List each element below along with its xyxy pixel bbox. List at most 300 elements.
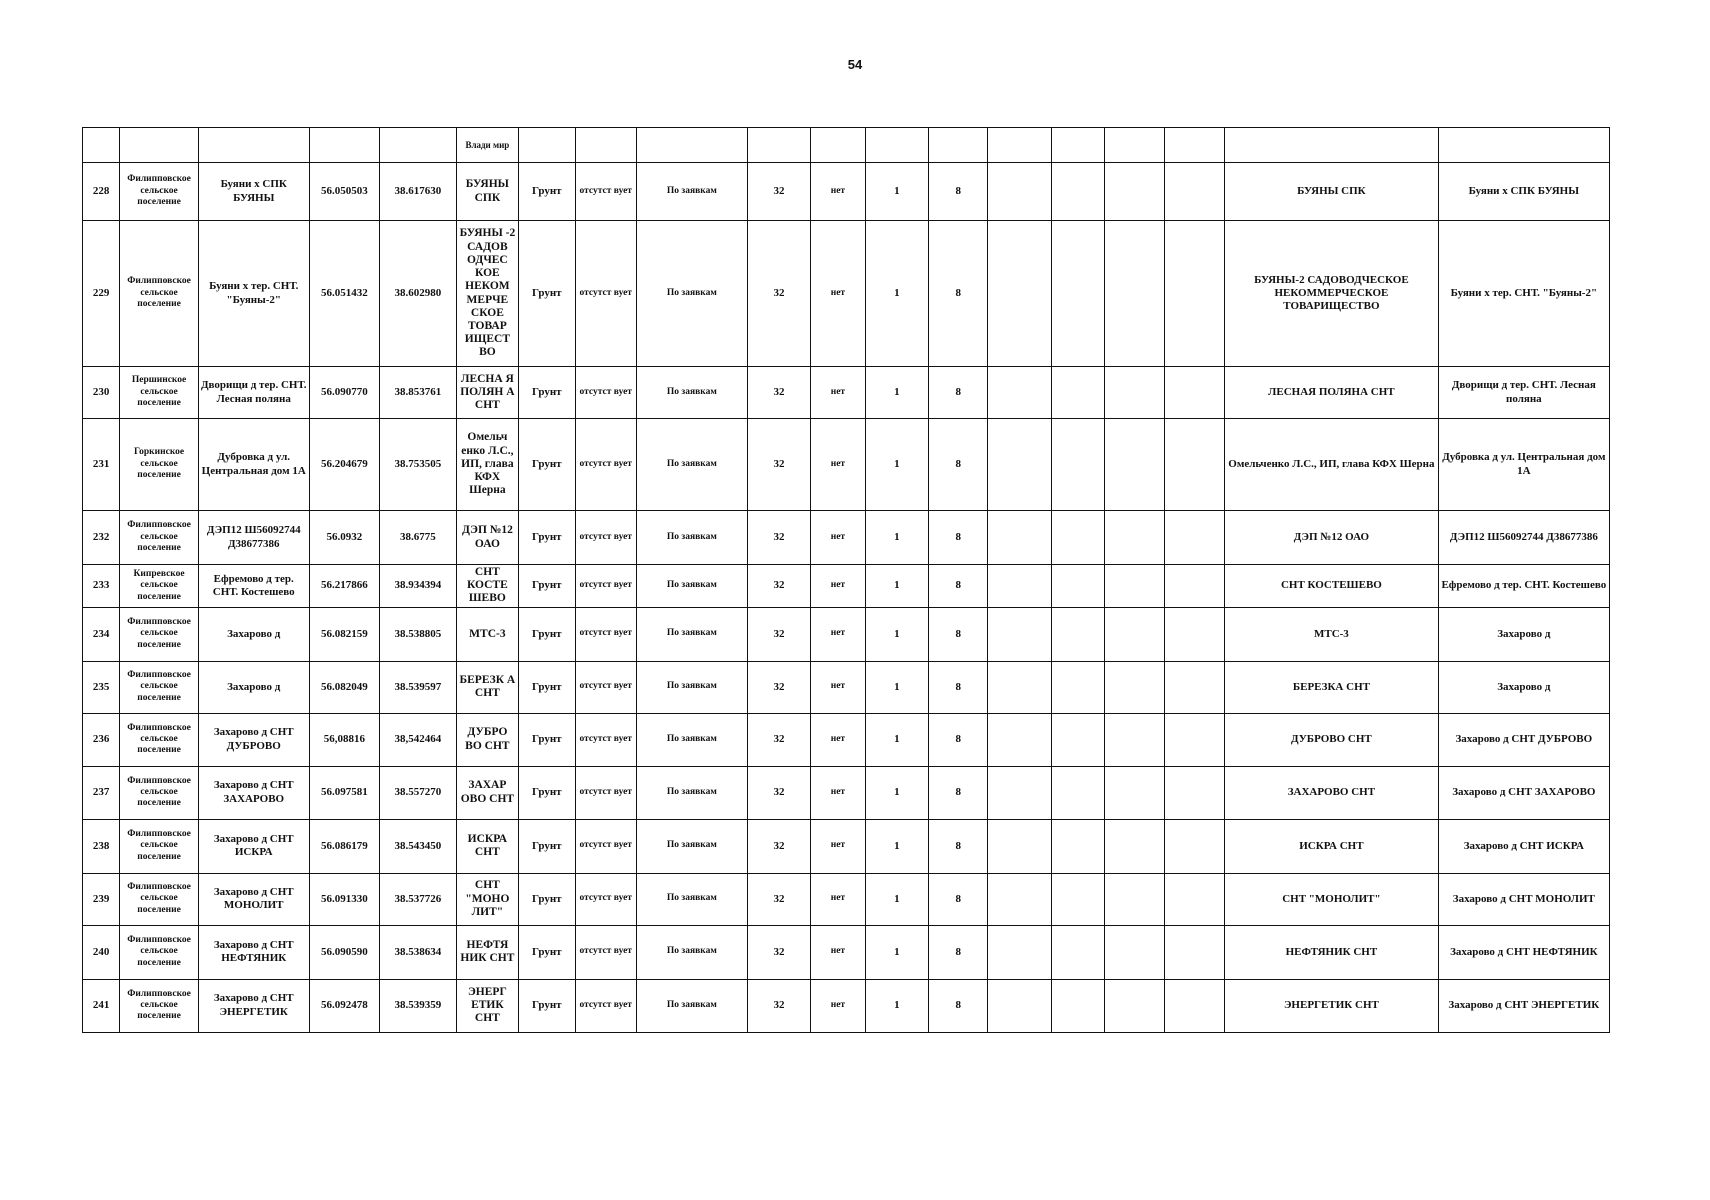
cell-volume: 32: [747, 565, 810, 608]
cell-n: 233: [83, 565, 120, 608]
cell-schedule: По заявкам: [636, 565, 747, 608]
cell-owner: БЕРЕЗК А СНТ: [456, 661, 518, 713]
cell-settlement: Горкинское сельское поселение: [120, 419, 199, 511]
cell-settlement: Филипповское сельское поселение: [120, 979, 199, 1032]
table-row: [83, 819, 1610, 873]
cell-surface: Грунт: [519, 221, 575, 367]
cell-extra4: [1164, 367, 1224, 419]
cell-volume: 32: [747, 511, 810, 565]
cell-extra1: [988, 925, 1051, 979]
cell-owner: ЭНЕРГ ЕТИК СНТ: [456, 979, 518, 1032]
cell-org-name: СНТ КОСТЕШЕВО: [1225, 565, 1439, 608]
cell-extra4: [1164, 511, 1224, 565]
cell-flag: нет: [811, 511, 865, 565]
cell-n: 235: [83, 661, 120, 713]
cell-address: Буяни х тер. СНТ. "Буяны-2": [198, 221, 309, 367]
cell-address: Захарово д СНТ ЭНЕРГЕТИК: [198, 979, 309, 1032]
cell-lat: 56,08816: [309, 713, 380, 766]
table-row: [83, 661, 1610, 713]
cell-surface: Грунт: [519, 565, 575, 608]
cell-capacity: 8: [929, 766, 988, 819]
cell-lon: 38.538634: [380, 925, 457, 979]
cell-settlement: Филипповское сельское поселение: [120, 511, 199, 565]
cell-lat: 56.050503: [309, 163, 380, 221]
cell-address: Захарово д СНТ ЗАХАРОВО: [198, 766, 309, 819]
table-row: [83, 419, 1610, 511]
cell-absent: отсутст вует: [575, 163, 636, 221]
cell-lat: 56.082049: [309, 661, 380, 713]
cell-owner: СНТ "МОНО ЛИТ": [456, 873, 518, 925]
cell-owner: МТС-3: [456, 607, 518, 661]
cell-flag: нет: [811, 766, 865, 819]
cell-schedule: По заявкам: [636, 766, 747, 819]
cell-owner: ДЭП №12 ОАО: [456, 511, 518, 565]
cell-capacity: 8: [929, 511, 988, 565]
cell-extra1: [988, 565, 1051, 608]
cell-extra2: [1051, 367, 1104, 419]
cell-count: 1: [865, 607, 928, 661]
table-body: [83, 128, 1610, 1033]
cell-flag: нет: [811, 367, 865, 419]
cell-extra2: [1051, 661, 1104, 713]
cell-capacity: 8: [929, 979, 988, 1032]
cell-extra3: [1105, 367, 1164, 419]
cell-address: [198, 128, 309, 163]
cell-extra4: [1164, 979, 1224, 1032]
cell-extra1: [988, 221, 1051, 367]
table-row: [83, 925, 1610, 979]
cell-lon: 38.602980: [380, 221, 457, 367]
cell-lon: 38.543450: [380, 819, 457, 873]
cell-extra1: [988, 766, 1051, 819]
cell-schedule: По заявкам: [636, 925, 747, 979]
cell-surface: Грунт: [519, 163, 575, 221]
cell-absent: отсутст вует: [575, 565, 636, 608]
cell-location: Ефремово д тер. СНТ. Костешево: [1438, 565, 1609, 608]
cell-org-name: СНТ "МОНОЛИТ": [1225, 873, 1439, 925]
cell-count: 1: [865, 221, 928, 367]
cell-capacity: 8: [929, 419, 988, 511]
cell-absent: отсутст вует: [575, 979, 636, 1032]
cell-settlement: [120, 128, 199, 163]
cell-count: 1: [865, 163, 928, 221]
cell-org-name: ДУБРОВО СНТ: [1225, 713, 1439, 766]
table-row: [83, 766, 1610, 819]
cell-count: 1: [865, 873, 928, 925]
cell-extra2: [1051, 873, 1104, 925]
cell-schedule: По заявкам: [636, 511, 747, 565]
cell-volume: 32: [747, 607, 810, 661]
cell-address: Захарово д СНТ ИСКРА: [198, 819, 309, 873]
cell-capacity: 8: [929, 367, 988, 419]
cell-lon: 38.617630: [380, 163, 457, 221]
cell-extra2: [1051, 511, 1104, 565]
cell-extra3: [1105, 819, 1164, 873]
cell-location: Дворищи д тер. СНТ. Лесная поляна: [1438, 367, 1609, 419]
cell-extra4: [1164, 607, 1224, 661]
cell-n: 234: [83, 607, 120, 661]
cell-lat: 56.051432: [309, 221, 380, 367]
cell-volume: [747, 128, 810, 163]
cell-lon: 38.934394: [380, 565, 457, 608]
continuation-row: [83, 128, 1610, 163]
cell-absent: отсутст вует: [575, 607, 636, 661]
cell-lon: 38.538805: [380, 607, 457, 661]
cell-extra4: [1164, 873, 1224, 925]
cell-count: 1: [865, 367, 928, 419]
cell-extra1: [988, 873, 1051, 925]
cell-org-name: БУЯНЫ-2 САДОВОДЧЕСКОЕ НЕКОММЕРЧЕСКОЕ ТОВАРИЩЕСТВО: [1225, 221, 1439, 367]
cell-settlement: Филипповское сельское поселение: [120, 925, 199, 979]
cell-org-name: ЗАХАРОВО СНТ: [1225, 766, 1439, 819]
cell-surface: Грунт: [519, 713, 575, 766]
cell-lat: 56.0932: [309, 511, 380, 565]
table-row: [83, 367, 1610, 419]
cell-n: 231: [83, 419, 120, 511]
cell-volume: 32: [747, 661, 810, 713]
cell-extra2: [1051, 819, 1104, 873]
cell-address: Дубровка д ул. Центральная дом 1А: [198, 419, 309, 511]
cell-settlement: Филипповское сельское поселение: [120, 873, 199, 925]
cell-lat: 56.090770: [309, 367, 380, 419]
cell-n: 239: [83, 873, 120, 925]
cell-lat: 56.091330: [309, 873, 380, 925]
cell-location: Буяни х СПК БУЯНЫ: [1438, 163, 1609, 221]
cell-extra2: [1051, 565, 1104, 608]
cell-extra1: [988, 713, 1051, 766]
cell-extra4: [1164, 819, 1224, 873]
cell-extra4: [1164, 925, 1224, 979]
cell-settlement: Филипповское сельское поселение: [120, 766, 199, 819]
cell-settlement: Филипповское сельское поселение: [120, 819, 199, 873]
cell-owner: Влади мир: [456, 128, 518, 163]
cell-extra2: [1051, 607, 1104, 661]
cell-settlement: Филипповское сельское поселение: [120, 163, 199, 221]
cell-volume: 32: [747, 367, 810, 419]
cell-settlement: Филипповское сельское поселение: [120, 221, 199, 367]
cell-owner: ЛЕСНА Я ПОЛЯН А СНТ: [456, 367, 518, 419]
cell-flag: нет: [811, 925, 865, 979]
cell-extra3: [1105, 565, 1164, 608]
cell-lon: 38.853761: [380, 367, 457, 419]
cell-extra3: [1105, 873, 1164, 925]
cell-location: Захарово д СНТ ИСКРА: [1438, 819, 1609, 873]
cell-location: Захарово д СНТ ДУБРОВО: [1438, 713, 1609, 766]
cell-location: Захарово д СНТ ЭНЕРГЕТИК: [1438, 979, 1609, 1032]
cell-owner: ЗАХАР ОВО СНТ: [456, 766, 518, 819]
cell-org-name: ДЭП №12 ОАО: [1225, 511, 1439, 565]
cell-lon: 38.6775: [380, 511, 457, 565]
cell-flag: нет: [811, 607, 865, 661]
cell-volume: 32: [747, 873, 810, 925]
cell-schedule: По заявкам: [636, 163, 747, 221]
cell-surface: Грунт: [519, 511, 575, 565]
cell-absent: [575, 128, 636, 163]
cell-org-name: НЕФТЯНИК СНТ: [1225, 925, 1439, 979]
cell-capacity: 8: [929, 713, 988, 766]
cell-flag: нет: [811, 873, 865, 925]
cell-address: Ефремово д тер. СНТ. Костешево: [198, 565, 309, 608]
cell-flag: [811, 128, 865, 163]
cell-absent: отсутст вует: [575, 221, 636, 367]
cell-absent: отсутст вует: [575, 367, 636, 419]
cell-absent: отсутст вует: [575, 511, 636, 565]
cell-absent: отсутст вует: [575, 819, 636, 873]
cell-extra1: [988, 979, 1051, 1032]
cell-surface: Грунт: [519, 766, 575, 819]
cell-n: 240: [83, 925, 120, 979]
cell-n: 238: [83, 819, 120, 873]
cell-schedule: По заявкам: [636, 607, 747, 661]
cell-surface: Грунт: [519, 661, 575, 713]
cell-lon: 38.557270: [380, 766, 457, 819]
cell-extra3: [1105, 221, 1164, 367]
cell-org-name: МТС-3: [1225, 607, 1439, 661]
cell-extra4: [1164, 419, 1224, 511]
cell-location: Захарово д: [1438, 661, 1609, 713]
cell-absent: отсутст вует: [575, 419, 636, 511]
cell-surface: Грунт: [519, 979, 575, 1032]
cell-absent: отсутст вует: [575, 873, 636, 925]
cell-extra4: [1164, 221, 1224, 367]
cell-lon: 38.753505: [380, 419, 457, 511]
table-row: [83, 163, 1610, 221]
cell-schedule: По заявкам: [636, 221, 747, 367]
cell-extra3: [1105, 511, 1164, 565]
cell-org-name: [1225, 128, 1439, 163]
cell-settlement: Филипповское сельское поселение: [120, 661, 199, 713]
cell-flag: нет: [811, 163, 865, 221]
cell-address: Захарово д: [198, 607, 309, 661]
table-row: [83, 979, 1610, 1032]
table-row: [83, 511, 1610, 565]
cell-count: 1: [865, 511, 928, 565]
cell-extra2: [1051, 979, 1104, 1032]
cell-extra2: [1051, 713, 1104, 766]
cell-org-name: БЕРЕЗКА СНТ: [1225, 661, 1439, 713]
cell-address: Дворищи д тер. СНТ. Лесная поляна: [198, 367, 309, 419]
cell-location: [1438, 128, 1609, 163]
cell-lat: 56.086179: [309, 819, 380, 873]
cell-absent: отсутст вует: [575, 925, 636, 979]
cell-capacity: 8: [929, 661, 988, 713]
cell-schedule: По заявкам: [636, 819, 747, 873]
cell-capacity: 8: [929, 221, 988, 367]
cell-extra4: [1164, 766, 1224, 819]
cell-location: Буяни х тер. СНТ. "Буяны-2": [1438, 221, 1609, 367]
cell-n: [83, 128, 120, 163]
cell-lat: 56.097581: [309, 766, 380, 819]
cell-lon: 38.537726: [380, 873, 457, 925]
cell-lon: 38,542464: [380, 713, 457, 766]
cell-volume: 32: [747, 713, 810, 766]
cell-count: 1: [865, 766, 928, 819]
cell-extra3: [1105, 713, 1164, 766]
page-number: 54: [847, 57, 863, 72]
cell-lon: 38.539597: [380, 661, 457, 713]
cell-count: 1: [865, 419, 928, 511]
cell-capacity: 8: [929, 565, 988, 608]
cell-flag: нет: [811, 713, 865, 766]
cell-extra3: [1105, 419, 1164, 511]
cell-address: Захарово д СНТ ДУБРОВО: [198, 713, 309, 766]
table-row: [83, 713, 1610, 766]
cell-surface: Грунт: [519, 607, 575, 661]
cell-extra3: [1105, 607, 1164, 661]
cell-volume: 32: [747, 221, 810, 367]
cell-extra2: [1051, 925, 1104, 979]
cell-flag: нет: [811, 979, 865, 1032]
cell-extra3: [1105, 128, 1164, 163]
cell-extra3: [1105, 766, 1164, 819]
cell-owner: БУЯНЫ СПК: [456, 163, 518, 221]
cell-flag: нет: [811, 221, 865, 367]
cell-count: [865, 128, 928, 163]
cell-lat: 56.217866: [309, 565, 380, 608]
cell-count: 1: [865, 661, 928, 713]
cell-lat: 56.092478: [309, 979, 380, 1032]
cell-org-name: ИСКРА СНТ: [1225, 819, 1439, 873]
cell-extra2: [1051, 419, 1104, 511]
cell-n: 237: [83, 766, 120, 819]
cell-extra2: [1051, 128, 1104, 163]
cell-address: Захарово д СНТ МОНОЛИТ: [198, 873, 309, 925]
table-row: [83, 873, 1610, 925]
cell-owner: ИСКРА СНТ: [456, 819, 518, 873]
cell-volume: 32: [747, 163, 810, 221]
cell-org-name: ЛЕСНАЯ ПОЛЯНА СНТ: [1225, 367, 1439, 419]
cell-surface: [519, 128, 575, 163]
cell-capacity: 8: [929, 819, 988, 873]
cell-location: Захарово д СНТ НЕФТЯНИК: [1438, 925, 1609, 979]
cell-count: 1: [865, 713, 928, 766]
cell-surface: Грунт: [519, 367, 575, 419]
cell-settlement: Филипповское сельское поселение: [120, 713, 199, 766]
cell-location: Дубровка д ул. Центральная дом 1А: [1438, 419, 1609, 511]
cell-extra2: [1051, 221, 1104, 367]
cell-extra4: [1164, 661, 1224, 713]
cell-volume: 32: [747, 766, 810, 819]
cell-extra2: [1051, 766, 1104, 819]
cell-settlement: Филипповское сельское поселение: [120, 607, 199, 661]
cell-count: 1: [865, 819, 928, 873]
cell-lon: 38.539359: [380, 979, 457, 1032]
cell-extra1: [988, 367, 1051, 419]
cell-volume: 32: [747, 979, 810, 1032]
cell-org-name: Омельченко Л.С., ИП, глава КФХ Шерна: [1225, 419, 1439, 511]
cell-volume: 32: [747, 819, 810, 873]
cell-flag: нет: [811, 565, 865, 608]
cell-extra1: [988, 163, 1051, 221]
cell-capacity: 8: [929, 163, 988, 221]
cell-absent: отсутст вует: [575, 713, 636, 766]
cell-settlement: Кипревское сельское поселение: [120, 565, 199, 608]
cell-extra1: [988, 419, 1051, 511]
cell-extra4: [1164, 713, 1224, 766]
cell-location: Захарово д СНТ ЗАХАРОВО: [1438, 766, 1609, 819]
cell-address: Буяни х СПК БУЯНЫ: [198, 163, 309, 221]
cell-lat: 56.082159: [309, 607, 380, 661]
cell-count: 1: [865, 925, 928, 979]
cell-location: Захарово д: [1438, 607, 1609, 661]
cell-n: 236: [83, 713, 120, 766]
table-row: [83, 607, 1610, 661]
cell-extra3: [1105, 163, 1164, 221]
cell-schedule: По заявкам: [636, 713, 747, 766]
cell-schedule: По заявкам: [636, 419, 747, 511]
cell-address: Захарово д СНТ НЕФТЯНИК: [198, 925, 309, 979]
cell-flag: нет: [811, 819, 865, 873]
cell-extra4: [1164, 565, 1224, 608]
cell-extra1: [988, 128, 1051, 163]
cell-n: 230: [83, 367, 120, 419]
cell-extra3: [1105, 925, 1164, 979]
cell-lat: 56.204679: [309, 419, 380, 511]
cell-org-name: ЭНЕРГЕТИК СНТ: [1225, 979, 1439, 1032]
site-register-table: [82, 127, 1610, 1033]
cell-absent: отсутст вует: [575, 661, 636, 713]
cell-volume: 32: [747, 419, 810, 511]
cell-owner: СНТ КОСТЕ ШЕВО: [456, 565, 518, 608]
cell-surface: Грунт: [519, 419, 575, 511]
cell-extra1: [988, 661, 1051, 713]
cell-count: 1: [865, 979, 928, 1032]
cell-lon: [380, 128, 457, 163]
cell-owner: Омельч енко Л.С., ИП, глава КФХ Шерна: [456, 419, 518, 511]
cell-extra1: [988, 607, 1051, 661]
cell-owner: ДУБРО ВО СНТ: [456, 713, 518, 766]
cell-org-name: БУЯНЫ СПК: [1225, 163, 1439, 221]
cell-capacity: 8: [929, 607, 988, 661]
cell-extra4: [1164, 163, 1224, 221]
cell-owner: БУЯНЫ -2 САДОВ ОДЧЕС КОЕ НЕКОМ МЕРЧЕ СКОЕ ТОВАР ИЩЕСТ ВО: [456, 221, 518, 367]
cell-n: 228: [83, 163, 120, 221]
cell-schedule: По заявкам: [636, 367, 747, 419]
cell-flag: нет: [811, 419, 865, 511]
cell-owner: НЕФТЯ НИК СНТ: [456, 925, 518, 979]
cell-extra3: [1105, 661, 1164, 713]
cell-n: 229: [83, 221, 120, 367]
cell-n: 232: [83, 511, 120, 565]
cell-location: ДЭП12 Ш56092744 Д38677386: [1438, 511, 1609, 565]
cell-extra4: [1164, 128, 1224, 163]
cell-schedule: По заявкам: [636, 979, 747, 1032]
cell-settlement: Першинское сельское поселение: [120, 367, 199, 419]
table-row: [83, 565, 1610, 608]
cell-extra3: [1105, 979, 1164, 1032]
cell-absent: отсутст вует: [575, 766, 636, 819]
cell-capacity: 8: [929, 925, 988, 979]
cell-surface: Грунт: [519, 819, 575, 873]
cell-extra2: [1051, 163, 1104, 221]
cell-count: 1: [865, 565, 928, 608]
cell-schedule: По заявкам: [636, 661, 747, 713]
cell-schedule: По заявкам: [636, 873, 747, 925]
cell-lat: [309, 128, 380, 163]
cell-address: Захарово д: [198, 661, 309, 713]
cell-surface: Грунт: [519, 925, 575, 979]
cell-volume: 32: [747, 925, 810, 979]
cell-address: ДЭП12 Ш56092744 Д38677386: [198, 511, 309, 565]
cell-capacity: 8: [929, 873, 988, 925]
table-row: [83, 221, 1610, 367]
cell-schedule: [636, 128, 747, 163]
cell-n: 241: [83, 979, 120, 1032]
cell-extra1: [988, 819, 1051, 873]
cell-location: Захарово д СНТ МОНОЛИТ: [1438, 873, 1609, 925]
cell-flag: нет: [811, 661, 865, 713]
cell-capacity: [929, 128, 988, 163]
